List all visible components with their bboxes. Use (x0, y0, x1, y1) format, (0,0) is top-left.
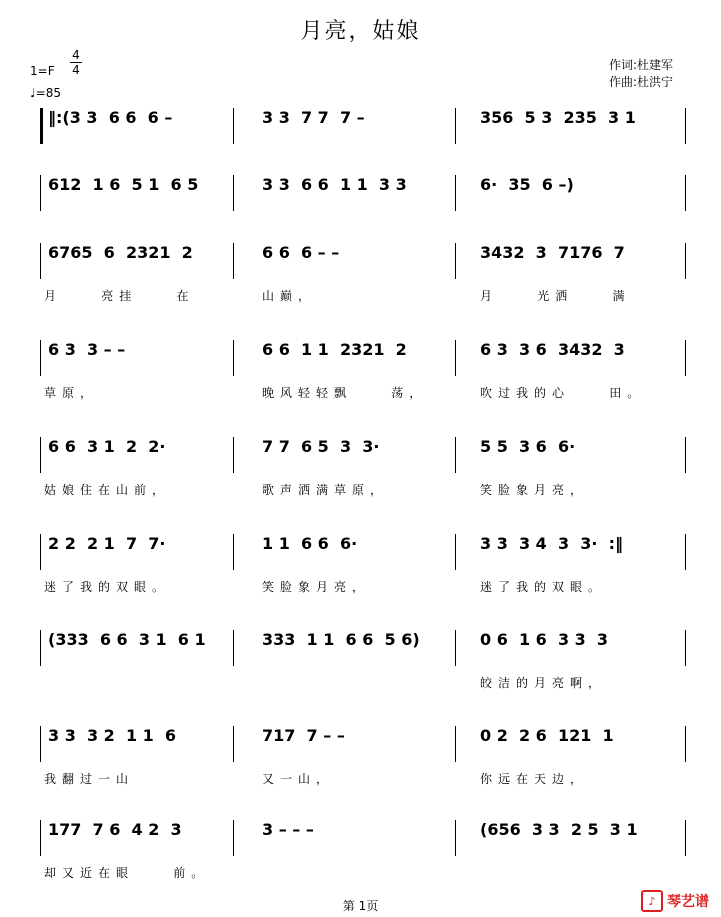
barline (233, 437, 234, 473)
time-signature-bottom: 4 (72, 63, 80, 77)
barline (40, 175, 41, 211)
barline (685, 437, 686, 473)
lyric-line: 姑娘住在山前， (44, 483, 171, 497)
key-signature: 1=F (30, 64, 55, 78)
barline (233, 726, 234, 762)
lyric-line: 月 亮挂 在 (44, 289, 195, 303)
site-logo (641, 890, 709, 912)
measure: 356 5 3 235 3 1 (480, 108, 636, 127)
lyric-line: 我翻过一山 (44, 772, 135, 786)
barline (455, 534, 456, 570)
measure: ‖:(3 3 6 6 6 – (48, 108, 173, 127)
measure: 3 3 3 4 3 3· :‖ (480, 534, 623, 553)
tempo-marking: ♩=85 (30, 86, 61, 100)
barline (40, 108, 43, 144)
barline (455, 108, 456, 144)
barline (455, 175, 456, 211)
lyric-line: 皎洁的月亮啊， (480, 676, 607, 690)
measure: 717 7 – – (262, 726, 345, 745)
song-title: 月亮，姑娘 (300, 19, 421, 44)
barline (455, 340, 456, 376)
barline (685, 820, 686, 856)
measure: 6 6 3 1 2 2· (48, 437, 166, 456)
lyric-line: 又一山， (262, 772, 335, 786)
barline (233, 340, 234, 376)
barline (233, 534, 234, 570)
measure: 6· 35 6 –) (480, 175, 574, 194)
measure: 0 2 2 6 121 1 (480, 726, 614, 745)
measure: 6 6 1 1 2321 2 (262, 340, 407, 359)
measure: 6 3 3 – – (48, 340, 126, 359)
barline (455, 726, 456, 762)
lyric-line: 晚风轻轻飘 荡， (262, 386, 428, 400)
barline (685, 243, 686, 279)
measure: 7 7 6 5 3 3· (262, 437, 380, 456)
barline (233, 243, 234, 279)
barline (685, 175, 686, 211)
time-signature (70, 49, 82, 76)
measure: 2 2 2 1 7 7· (48, 534, 166, 553)
composer: 作曲:杜洪宁 (608, 75, 673, 89)
measure: 3432 3 7176 7 (480, 243, 625, 262)
measure: (656 3 3 2 5 3 1 (480, 820, 638, 839)
measure: 5 5 3 6 6· (480, 437, 576, 456)
lyric-line: 迷了我的双眼。 (480, 580, 607, 594)
measure: 6 6 6 – – (262, 243, 340, 262)
barline (233, 820, 234, 856)
measure: 6765 6 2321 2 (48, 243, 193, 262)
barline (455, 437, 456, 473)
barline (40, 534, 41, 570)
measure: 6 3 3 6 3432 3 (480, 340, 625, 359)
measure: 1 1 6 6 6· (262, 534, 358, 553)
barline (455, 630, 456, 666)
logo-text: 琴艺谱 (667, 894, 709, 910)
lyric-line: 迷了我的双眼。 (44, 580, 171, 594)
measure: (333 6 6 3 1 6 1 (48, 630, 206, 649)
measure: 333 1 1 6 6 5 6) (262, 630, 420, 649)
lyric-line: 笑脸象月亮， (262, 580, 371, 594)
lyric-line: 你远在天边， (480, 772, 589, 786)
barline (455, 243, 456, 279)
lyricist: 作词:杜建军 (608, 58, 673, 72)
barline (40, 726, 41, 762)
lyric-line: 歌声洒满草原， (262, 483, 389, 497)
barline (40, 243, 41, 279)
barline (40, 820, 41, 856)
lyric-line: 却又近在眼 前。 (44, 866, 210, 880)
logo-icon: ♪ (641, 890, 663, 912)
page-number: 第 1页 (342, 899, 379, 913)
time-signature-top: 4 (72, 48, 80, 62)
barline (685, 108, 686, 144)
measure: 177 7 6 4 2 3 (48, 820, 182, 839)
barline (233, 630, 234, 666)
lyric-line: 山巅， (262, 289, 317, 303)
barline (685, 340, 686, 376)
lyric-line: 吹过我的心 田。 (480, 386, 646, 400)
measure: 3 3 3 2 1 1 6 (48, 726, 177, 745)
measure: 3 3 6 6 1 1 3 3 (262, 175, 407, 194)
measure: 3 – – – (262, 820, 314, 839)
barline (455, 820, 456, 856)
barline (685, 534, 686, 570)
barline (40, 630, 41, 666)
credits (609, 57, 673, 91)
barline (40, 340, 41, 376)
lyric-line: 草原， (44, 386, 99, 400)
lyric-line: 月 光洒 满 (480, 289, 631, 303)
lyric-line: 笑脸象月亮， (480, 483, 589, 497)
barline (40, 437, 41, 473)
barline (685, 726, 686, 762)
measure: 612 1 6 5 1 6 5 (48, 175, 199, 194)
barline (233, 175, 234, 211)
measure: 3 3 7 7 7 – (262, 108, 365, 127)
barline (233, 108, 234, 144)
measure: 0 6 1 6 3 3 3 (480, 630, 609, 649)
barline (685, 630, 686, 666)
